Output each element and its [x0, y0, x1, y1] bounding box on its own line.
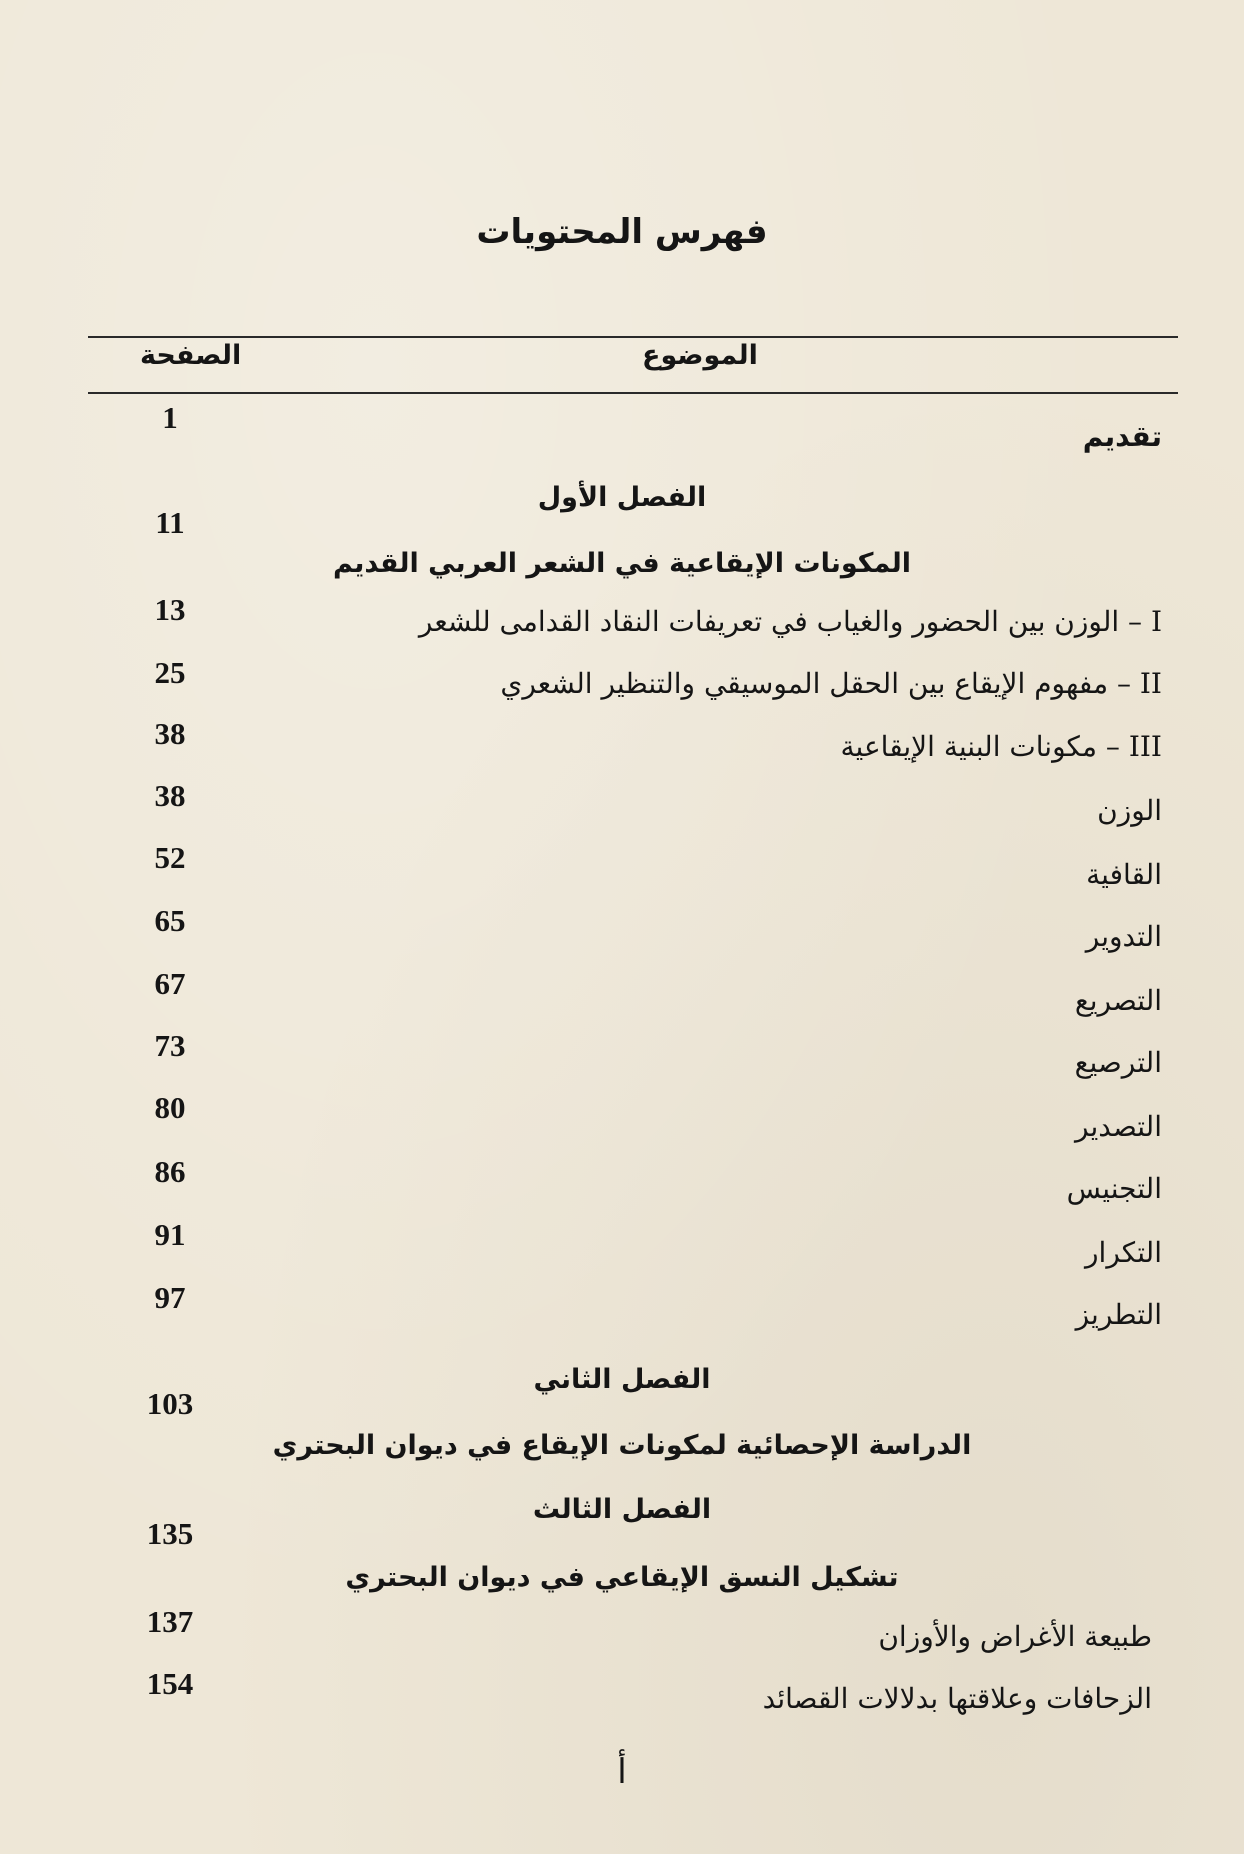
toc-chapter-three-title: تشكيل النسق الإيقاعي في ديوان البحتري [345, 1562, 899, 1593]
header-top-rule [88, 336, 1178, 338]
toc-page-repetition: 91 [154, 1217, 186, 1252]
page-column-header: الصفحة [140, 340, 242, 371]
toc-chapter-one-title: المكونات الإيقاعية في الشعر العربي القديم [333, 548, 911, 579]
toc-entry-zihafat: الزحافات وعلاقتها بدلالات القصائد [762, 1682, 1152, 1715]
toc-chapter-three-heading: الفصل الثالث [532, 1494, 712, 1525]
header-bottom-rule [88, 392, 1178, 394]
toc-page-introduction: 1 [162, 400, 178, 435]
toc-page-chapter-two: 103 [146, 1386, 194, 1421]
toc-entry-tarsi: الترصيع [1074, 1046, 1162, 1079]
toc-page-zihafat: 154 [146, 1666, 194, 1701]
toc-entry-section-1: I – الوزن بين الحضور والغياب في تعريفات النقاد القدامى للشعر [418, 605, 1162, 638]
toc-page-tarsi: 73 [154, 1028, 186, 1063]
toc-entry-introduction: تقديم [1082, 420, 1162, 453]
toc-chapter-one-heading: الفصل الأول [537, 482, 707, 513]
toc-entry-enjambment: التدوير [1085, 920, 1162, 953]
toc-page-chapter-one: 11 [155, 505, 185, 540]
toc-entry-repetition: التكرار [1085, 1236, 1162, 1269]
toc-entry-tatriz: التطريز [1075, 1298, 1162, 1331]
toc-page-purposes-meters: 137 [146, 1604, 194, 1639]
toc-entry-section-3: III – مكونات البنية الإيقاعية [840, 730, 1162, 763]
toc-entry-rhyme: القافية [1086, 858, 1162, 891]
toc-page-chapter-three: 135 [146, 1516, 194, 1551]
toc-entry-tasri: التصريع [1074, 984, 1162, 1017]
toc-entry-section-2: II – مفهوم الإيقاع بين الحقل الموسيقي والتنظير الشعري [500, 667, 1162, 700]
toc-page-tasri: 67 [154, 966, 186, 1001]
toc-chapter-two-heading: الفصل الثاني [533, 1364, 711, 1395]
toc-page-tasdir: 80 [154, 1090, 186, 1125]
page-title: فهرس المحتويات [476, 212, 768, 252]
toc-entry-tajnis: التجنيس [1066, 1172, 1162, 1205]
toc-page-meter: 38 [154, 778, 186, 813]
toc-page-tajnis: 86 [154, 1154, 186, 1189]
toc-page-section-3: 38 [154, 716, 186, 751]
toc-entry-purposes-meters: طبيعة الأغراض والأوزان [878, 1620, 1152, 1653]
toc-entry-meter: الوزن [1097, 794, 1162, 827]
page-folio: أ [617, 1752, 627, 1792]
toc-page-enjambment: 65 [154, 903, 186, 938]
toc-page-section-1: 13 [154, 592, 186, 627]
toc-page-section-2: 25 [154, 655, 186, 690]
subject-column-header: الموضوع [642, 340, 758, 371]
toc-chapter-two-title: الدراسة الإحصائية لمكونات الإيقاع في ديوان البحتري [272, 1430, 972, 1461]
toc-entry-tasdir: التصدير [1075, 1110, 1162, 1143]
toc-page-tatriz: 97 [154, 1280, 186, 1315]
toc-page-rhyme: 52 [154, 840, 186, 875]
